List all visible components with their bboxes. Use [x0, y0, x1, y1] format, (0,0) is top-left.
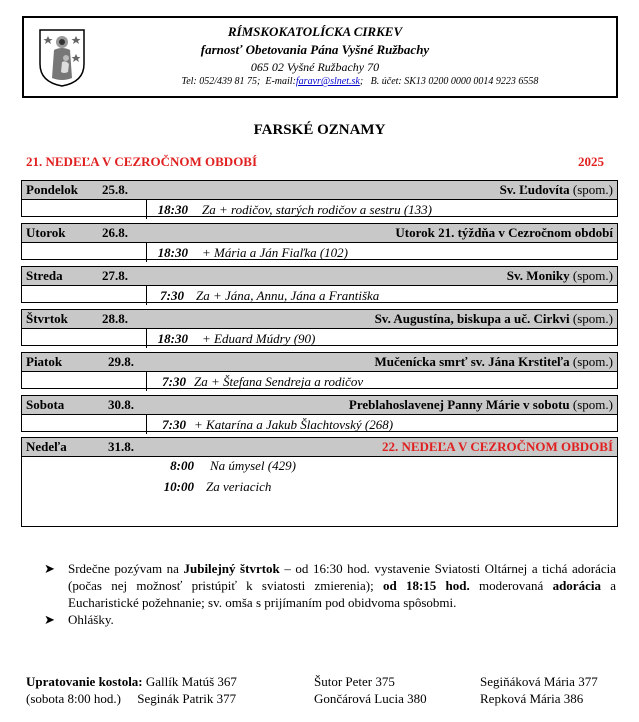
day-header — [22, 353, 617, 372]
mass-time: 7:30 — [162, 374, 186, 389]
day-header — [22, 181, 617, 200]
day-block-friday — [21, 352, 618, 389]
parish-address: 065 02 Vyšné Ružbachy 70 — [250, 60, 380, 74]
mass-time: 18:30 — [157, 202, 188, 217]
cleaning-name: Gallík Matúš 367 — [145, 674, 237, 689]
day-date: 26.8. — [102, 225, 128, 240]
bank-account: B. účet: SK13 0200 0000 0014 9223 6558 — [370, 76, 539, 87]
parish-name: farnosť Obetovania Pána Vyšné Ružbachy — [200, 42, 430, 57]
feast-label: Preblahoslavenej Panny Márie v sobotu (spom.) — [348, 397, 613, 412]
day-header — [22, 396, 617, 415]
day-name: Nedeľa — [26, 439, 67, 454]
year-label: 2025 — [578, 154, 604, 169]
mass-intention: Za + Jána, Annu, Jána a Františka — [196, 288, 380, 303]
mass-row — [22, 286, 617, 305]
cleaning-col-3 — [480, 673, 598, 707]
cleaning-name: Gončárová Lucia 380 — [314, 691, 427, 706]
feast-label: Sv. Moniky (spom.) — [506, 268, 613, 283]
mass-row — [22, 479, 617, 498]
day-name: Štvrtok — [26, 311, 68, 326]
day-name: Pondelok — [26, 182, 79, 197]
announcement-item: ➤ Srdečne pozývam na Jubilejný štvrtok – od 16:30 hod. vystavenie Sviatosti Oltárnej a tichá adorácia (počas nej možnosť pristúpiť k sviatosti zmierenia); od 18:15 hod. moderovaná adorácia a Eucharistické požehnanie; sv. omša s prijímaním pod obidvoma spôsobmi. — [44, 561, 617, 610]
mass-intention: Na úmysel (429) — [210, 458, 296, 473]
day-block-thursday — [21, 309, 618, 346]
cleaning-name: Segiňáková Mária 377 — [480, 674, 598, 689]
day-name: Piatok — [26, 354, 63, 369]
phone-text: Tel: 052/439 81 75; — [181, 76, 261, 87]
day-header — [22, 438, 617, 457]
mass-intention: Za veriacich — [206, 479, 272, 494]
feast-label: Utorok 21. týždňa v Cezročnom období — [395, 225, 613, 240]
mass-intention: + Katarína a Jakub Šlachtovský (268) — [194, 417, 394, 432]
sunday-title: 21. NEDEĽA V CEZROČNOM OBDOBÍ — [26, 154, 258, 169]
page-title: FARSKÉ OZNAMY — [253, 122, 386, 138]
mass-time: 18:30 — [157, 245, 188, 260]
feast-label: Mučenícka smrť sv. Jána Krstiteľa (spom.) — [374, 354, 613, 369]
day-block-monday — [21, 180, 618, 217]
day-name: Utorok — [26, 225, 66, 240]
day-date: 30.8. — [108, 397, 134, 412]
day-block-wednesday — [21, 266, 618, 303]
day-date: 25.8. — [102, 182, 128, 197]
cleaning-name: Repková Mária 386 — [480, 691, 584, 706]
email-link[interactable]: faravr@slnet.sk — [295, 76, 360, 87]
mass-row — [22, 329, 617, 348]
mass-time: 7:30 — [160, 288, 184, 303]
day-header — [22, 267, 617, 286]
day-block-saturday — [21, 395, 618, 432]
arrow-bullet-icon: ➤ — [44, 612, 55, 627]
mass-row — [22, 372, 617, 391]
email-label: E-mail: — [265, 76, 296, 87]
mass-time: 7:30 — [162, 417, 186, 432]
mass-intention: Za + rodičov, starých rodičov a sestru (133) — [202, 202, 432, 217]
contact-line: Tel: 052/439 81 75; E-mail:faravr@slnet.sk; B. účet: SK13 0200 0000 0014 9223 6558 — [181, 76, 539, 87]
day-date: 27.8. — [102, 268, 128, 283]
feast-label: 22. NEDEĽA V CEZROČNOM OBDOBÍ — [381, 439, 613, 454]
mass-intention: + Mária a Ján Fiaľka (102) — [202, 245, 349, 260]
day-header — [22, 224, 617, 243]
mass-row — [22, 243, 617, 262]
cleaning-label-col: Upratovanie kostola: Gallík Matúš 367 (sobota 8:00 hod.) Seginák Patrik 377 — [26, 674, 237, 706]
arrow-bullet-icon: ➤ — [44, 561, 55, 576]
day-block-tuesday — [21, 223, 618, 260]
cleaning-col-2 — [314, 673, 427, 707]
feast-label: Sv. Augustína, biskupa a uč. Cirkvi (spom.) — [374, 311, 613, 326]
announcements — [44, 560, 616, 628]
mass-intention: Za + Štefana Sendreja a rodičov — [194, 374, 364, 389]
church-name: RÍMSKOKATOLÍCKA CIRKEV — [227, 24, 403, 39]
day-block-sunday — [21, 437, 618, 527]
mass-time: 8:00 — [170, 458, 194, 473]
day-name: Sobota — [26, 397, 65, 412]
mass-row — [22, 200, 617, 219]
day-date: 28.8. — [102, 311, 128, 326]
mass-intention: + Eduard Múdry (90) — [202, 331, 316, 346]
parish-coat-of-arms-icon — [38, 28, 86, 88]
mass-time: 10:00 — [163, 479, 194, 494]
announcement-item: ➤ Ohlášky. — [44, 612, 114, 627]
day-date: 29.8. — [108, 354, 134, 369]
mass-time: 18:30 — [157, 331, 188, 346]
cleaning-name: Seginák Patrik 377 — [137, 691, 237, 706]
mass-row — [22, 415, 617, 434]
feast-label: Sv. Ľudovíta (spom.) — [499, 182, 613, 197]
mass-row — [22, 457, 617, 479]
day-name: Streda — [26, 268, 63, 283]
day-header — [22, 310, 617, 329]
day-date: 31.8. — [108, 439, 134, 454]
cleaning-name: Šutor Peter 375 — [314, 674, 395, 689]
